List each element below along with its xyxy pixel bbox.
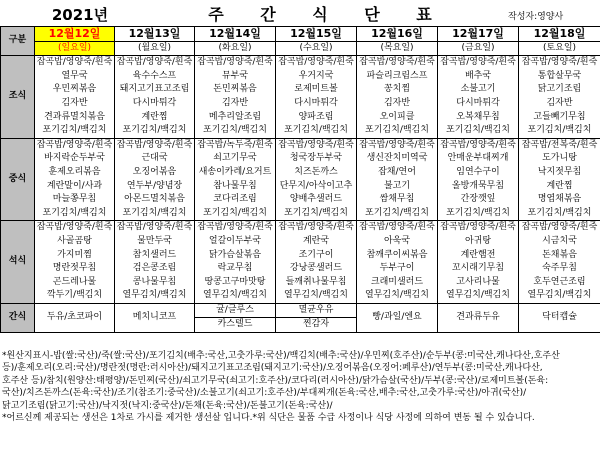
menu-cell: 계란말이/사과: [35, 180, 115, 194]
menu-cell: 잡곡밥/영양죽/흰죽: [35, 56, 115, 70]
menu-cell: 잡채/연어: [357, 166, 438, 180]
menu-cell: 깍두기/백김치: [35, 289, 115, 303]
menu-cell: 오징어볶음: [115, 166, 195, 180]
menu-cell: 잡곡밥/영양죽/흰죽: [195, 221, 276, 235]
menu-cell: 코다리조림: [195, 193, 276, 207]
day-weekday-header: (금요일): [438, 41, 519, 56]
menu-cell: 명란젓무침: [35, 262, 115, 276]
snack-cell: 멸균우유: [276, 303, 357, 318]
menu-cell: 청국장두부국: [276, 152, 357, 166]
menu-cell: 파슬리크림스프: [357, 70, 438, 84]
menu-cell: 잡곡밥/녹두죽/흰죽: [195, 138, 276, 152]
menu-cell: 포기김치/백김치: [519, 207, 600, 221]
menu-cell: 곤드레나물: [35, 276, 115, 290]
meal-label: 석식: [1, 221, 35, 304]
menu-cell: 포기김치/백김치: [195, 124, 276, 138]
menu-cell: 새송이카레/요거트: [195, 166, 276, 180]
menu-cell: 열무김치/백김치: [519, 289, 600, 303]
menu-cell: 마늘쫑무침: [35, 193, 115, 207]
menu-cell: 아귀탕: [438, 235, 519, 249]
menu-cell: 잡곡밥/전복죽/흰죽: [519, 138, 600, 152]
menu-cell: 불고기: [357, 180, 438, 194]
menu-cell: 오복채무침: [438, 111, 519, 125]
menu-cell: 크래미샐러드: [357, 276, 438, 290]
menu-cell: 참치샐러드: [115, 249, 195, 263]
menu-cell: 잡곡밥/영양죽/흰죽: [357, 221, 438, 235]
menu-cell: 잡곡밥/영양죽/흰죽: [357, 56, 438, 70]
menu-cell: 포기김치/백김치: [519, 124, 600, 138]
menu-cell: 사골곰탕: [35, 235, 115, 249]
menu-cell: 잡곡밥/영양죽/흰죽: [357, 138, 438, 152]
menu-cell: 닭고기조림: [519, 83, 600, 97]
day-date-header: 12월14일: [195, 27, 276, 42]
menu-cell: 포기김치/백김치: [35, 124, 115, 138]
note-line: 등)/훈제오리(오리:국산)/명란젓(명란:러시아산)/돼지고기표고조림(돼지고기:국산)/오징어볶음(오징어:페루산)/연두부(콩:미국산,캐나다산,: [2, 363, 543, 374]
menu-cell: 시금치국: [519, 235, 600, 249]
menu-cell: 호두연근조림: [519, 276, 600, 290]
menu-cell: 계란국: [276, 235, 357, 249]
snack-cell: 찐감자: [276, 318, 357, 333]
menu-cell: 김자반: [35, 97, 115, 111]
menu-cell: 견과류멸치볶음: [35, 111, 115, 125]
menu-cell: 연두부/양념장: [115, 180, 195, 194]
weekly-menu-table: [0, 26, 600, 333]
menu-cell: 쇠고기무국: [195, 152, 276, 166]
year-label: 2021년: [51, 6, 109, 24]
day-date-header: 12월12일: [35, 27, 115, 42]
menu-cell: 두부구이: [357, 262, 438, 276]
menu-cell: 잡곡밥/영양죽/흰죽: [35, 221, 115, 235]
menu-cell: 김자반: [519, 97, 600, 111]
menu-cell: 바지락순두부국: [35, 152, 115, 166]
menu-cell: 돼지고기표고조림: [115, 83, 195, 97]
menu-cell: 소불고기: [438, 83, 519, 97]
menu-cell: 잡곡밥/영양죽/흰죽: [276, 138, 357, 152]
snack-cell: 닥터캡슐: [519, 303, 600, 332]
menu-cell: 열무김치/백김치: [438, 289, 519, 303]
note-line: 닭고기조림(닭고기:국산)/낙지젓(낙지:중국산)/돈채(돈육:국산)/돈불고기(돈육:국산)/: [2, 400, 333, 411]
title-char: 단: [364, 5, 380, 24]
menu-cell: 참나물무침: [195, 180, 276, 194]
menu-cell: 통합살무국: [519, 70, 600, 84]
menu-cell: 김자반: [195, 97, 276, 111]
menu-cell: 잡곡밥/영양죽/흰죽: [438, 56, 519, 70]
snack-cell: 카스텔드: [195, 318, 276, 333]
menu-cell: 열무김치/백김치: [115, 289, 195, 303]
menu-cell: 강낭콩샐러드: [276, 262, 357, 276]
menu-cell: 우민찌볶음: [35, 83, 115, 97]
title-char: 표: [416, 5, 432, 24]
menu-cell: 잡곡밥/영양죽/흰죽: [276, 56, 357, 70]
menu-cell: 열무김치/백김치: [357, 289, 438, 303]
meal-label: 조식: [1, 56, 35, 139]
menu-cell: 도가니탕: [519, 152, 600, 166]
snack-label: 간식: [1, 303, 35, 332]
menu-cell: 로제미트볼: [276, 83, 357, 97]
day-weekday-header: (토요일): [519, 41, 600, 56]
menu-cell: 땅콩고구마맛탕: [195, 276, 276, 290]
day-date-header: 12월13일: [115, 27, 195, 42]
corner-header: 구분: [1, 27, 35, 56]
menu-cell: 근대국: [115, 152, 195, 166]
day-weekday-header: (일요일): [35, 41, 115, 56]
note-line: 국산)/치즈돈까스(돈육:국산)/조기(참조기:중국산)/소불고기(쇠고기:호주산)/부대찌개(돈육:국산,배추:국산,고춧가루:국산)/아귀(국산)/: [2, 388, 527, 399]
menu-cell: 간장깻잎: [438, 193, 519, 207]
menu-cell: 김자반: [357, 97, 438, 111]
snack-cell: 빵/과일/엔요: [357, 303, 438, 332]
menu-cell: 안매운부대찌개: [438, 152, 519, 166]
menu-cell: 우거지국: [276, 70, 357, 84]
menu-cell: 올방개묵무침: [438, 180, 519, 194]
menu-cell: 아몬드멸치볶음: [115, 193, 195, 207]
menu-cell: 잡곡밥/영양죽/흰죽: [276, 221, 357, 235]
menu-cell: 꼬시래기무침: [438, 262, 519, 276]
menu-cell: 숙주무침: [519, 262, 600, 276]
menu-cell: 치즈돈까스: [276, 166, 357, 180]
menu-cell: 열무국: [35, 70, 115, 84]
menu-cell: 얼갈이두부국: [195, 235, 276, 249]
note-line: *원산지표시-밥(쌀:국산)/죽(쌀:국산)/포기김치(배추:국산,고춧가루:국산)/백김치(배추:국산)/우민찌(호주산)/순두부(콩:미국산,캐나다산,호주산: [2, 351, 560, 361]
menu-cell: 닭가슴살볶음: [195, 249, 276, 263]
menu-cell: 다시마튀각: [115, 97, 195, 111]
menu-cell: 낙지젓무침: [519, 166, 600, 180]
note-line: *어르신께 제공되는 생선은 1차로 가시를 제거한 생선살 입니다.*위 식단은 물품 수급 사정이나 식당 사정에 의하여 변동 될 수 있습니다.: [2, 413, 535, 424]
title-char: 주: [208, 5, 224, 24]
menu-cell: 아욱국: [357, 235, 438, 249]
page-title: [190, 3, 450, 27]
menu-cell: 포기김치/백김치: [276, 207, 357, 221]
snack-cell: 두유/초코파이: [35, 303, 115, 332]
meal-label: 중식: [1, 138, 35, 221]
menu-cell: 포기김치/백김치: [115, 124, 195, 138]
menu-cell: 양배추샐러드: [276, 193, 357, 207]
menu-cell: 다시마튀각: [438, 97, 519, 111]
menu-cell: 훈제오리볶음: [35, 166, 115, 180]
menu-cell: 잡곡밥/영양죽/흰죽: [35, 138, 115, 152]
menu-cell: 육수수스프: [115, 70, 195, 84]
menu-cell: 포기김치/백김치: [276, 124, 357, 138]
menu-cell: 생신잔치미역국: [357, 152, 438, 166]
menu-cell: 잡곡밥/영양죽/흰죽: [195, 56, 276, 70]
menu-cell: 잡곡밥/영양죽/흰죽: [115, 221, 195, 235]
menu-cell: 양파조림: [276, 111, 357, 125]
menu-cell: 콩나물무침: [115, 276, 195, 290]
menu-cell: 배추국: [438, 70, 519, 84]
menu-cell: 계란햄전: [438, 249, 519, 263]
menu-cell: 잡곡밥/영양죽/흰죽: [438, 221, 519, 235]
menu-cell: 물만두국: [115, 235, 195, 249]
menu-cell: 조기구이: [276, 249, 357, 263]
day-date-header: 12월15일: [276, 27, 357, 42]
menu-cell: 임연수구이: [438, 166, 519, 180]
menu-cell: 뮤부국: [195, 70, 276, 84]
author-label: 작성자:영양사: [508, 12, 564, 22]
menu-cell: 포기김치/백김치: [357, 124, 438, 138]
snack-cell: 견과류두유: [438, 303, 519, 332]
snack-cell: 메치니코프: [115, 303, 195, 332]
menu-cell: 계란찜: [519, 180, 600, 194]
menu-cell: 명엽채볶음: [519, 193, 600, 207]
menu-cell: 꽁치찜: [357, 83, 438, 97]
menu-cell: 쌈채무침: [357, 193, 438, 207]
menu-cell: 돈민찌볶음: [195, 83, 276, 97]
title-char: 식: [312, 5, 328, 24]
menu-cell: 포기김치/백김치: [438, 207, 519, 221]
origin-notes: [2, 350, 598, 424]
note-line: 호주산 등)/참치(원양산:태평양)/돈민찌(국산)/쇠고기무국(쇠고기:호주산)/코다리(러시아산)/닭가슴살(국산)/두부(콩:국산)/로제미트볼(돈육:: [2, 375, 549, 386]
menu-cell: 잡곡밥/영양죽/흰죽: [115, 138, 195, 152]
menu-cell: 열무김치/백김치: [195, 289, 276, 303]
menu-cell: 메추리알조림: [195, 111, 276, 125]
menu-cell: 포기김치/백김치: [115, 207, 195, 221]
snack-cell: 귤/글루스: [195, 303, 276, 318]
menu-cell: 포기김치/백김치: [35, 207, 115, 221]
menu-cell: 참깨쿠이씨볶음: [357, 249, 438, 263]
menu-cell: 단무지/아삭이고추: [276, 180, 357, 194]
day-weekday-header: (월요일): [115, 41, 195, 56]
menu-cell: 잡곡밥/영양죽/흰죽: [519, 56, 600, 70]
menu-cell: 다시마튀각: [276, 97, 357, 111]
menu-cell: 잡곡밥/영양죽/흰죽: [519, 221, 600, 235]
day-weekday-header: (수요일): [276, 41, 357, 56]
menu-cell: 잡곡밥/영양죽/흰죽: [438, 138, 519, 152]
menu-cell: 검은콩조림: [115, 262, 195, 276]
day-weekday-header: (목요일): [357, 41, 438, 56]
menu-cell: 돈채볶음: [519, 249, 600, 263]
menu-cell: 고사리나물: [438, 276, 519, 290]
day-date-header: 12월18일: [519, 27, 600, 42]
menu-cell: 포기김치/백김치: [438, 124, 519, 138]
menu-cell: 열무김치/백김치: [276, 289, 357, 303]
menu-cell: 들깨취나물무침: [276, 276, 357, 290]
menu-cell: 잡곡밥/영양죽/흰죽: [115, 56, 195, 70]
day-date-header: 12월17일: [438, 27, 519, 42]
menu-cell: 포기김치/백김치: [357, 207, 438, 221]
title-char: 간: [260, 5, 276, 24]
menu-cell: 고들빼기무침: [519, 111, 600, 125]
menu-cell: 오이피클: [357, 111, 438, 125]
day-weekday-header: (화요일): [195, 41, 276, 56]
day-date-header: 12월16일: [357, 27, 438, 42]
menu-cell: 가지미찜: [35, 249, 115, 263]
menu-cell: 포기김치/백김치: [195, 207, 276, 221]
menu-cell: 락교무침: [195, 262, 276, 276]
menu-cell: 계란찜: [115, 111, 195, 125]
